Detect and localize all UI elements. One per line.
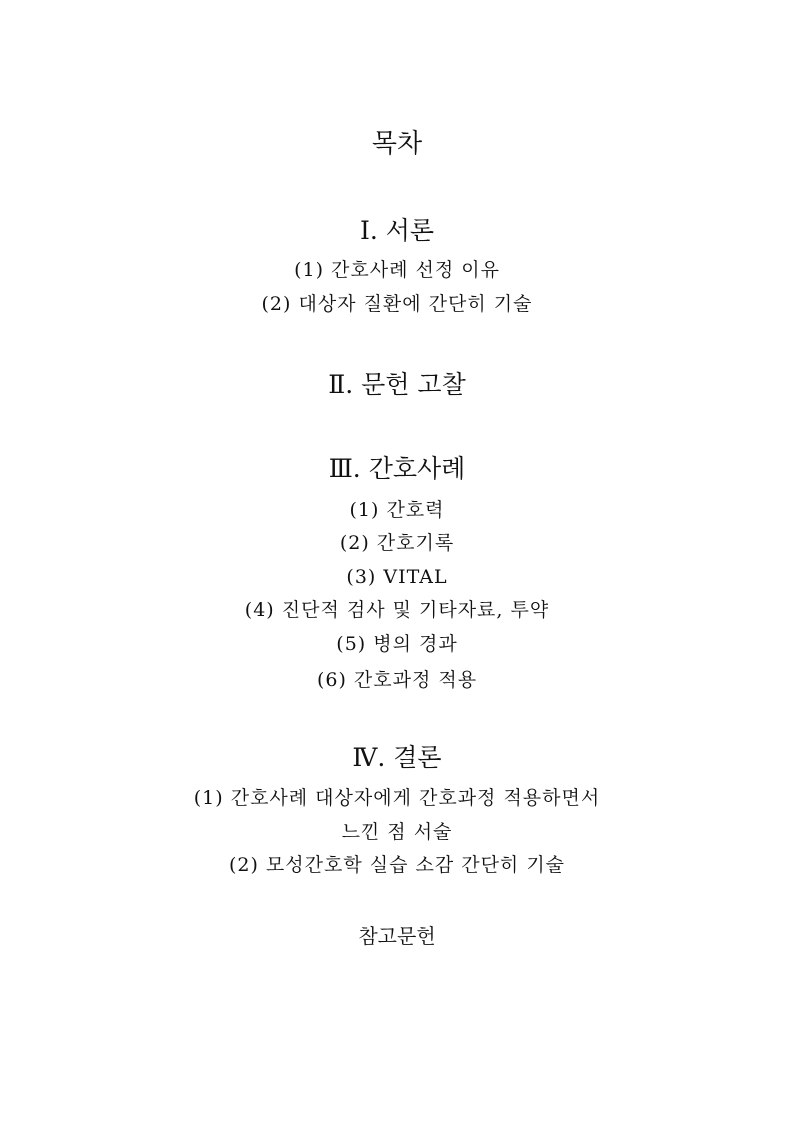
section-4-item-1: (1) 간호사례 대상자에게 간호과정 적용하면서 — [193, 787, 601, 809]
section-3-item-6: (6) 간호과정 적용 — [316, 669, 478, 691]
section-1-item-1: (1) 간호사례 선정 이유 — [294, 259, 500, 281]
references-heading: 참고문헌 — [358, 924, 436, 948]
section-3-item-3: (3) VITAL — [346, 566, 448, 588]
section-3-item-2: (2) 간호기록 — [339, 532, 455, 554]
section-3-item-4: (4) 진단적 검사 및 기타자료, 투약 — [244, 599, 550, 621]
section-1-item-2: (2) 대상자 질환에 간단히 기술 — [261, 293, 533, 315]
section-4-item-2: (2) 모성간호학 실습 소감 간단히 기술 — [228, 854, 566, 876]
section-4-item-1-continued: 느낀 점 서술 — [341, 821, 453, 843]
toc-title: 목차 — [371, 129, 423, 159]
section-3-item-1: (1) 간호력 — [349, 499, 445, 521]
section-2-heading: Ⅱ. 문헌 고찰 — [328, 370, 466, 399]
section-3-heading: Ⅲ. 간호사례 — [328, 454, 466, 483]
section-4-heading: Ⅳ. 결론 — [352, 743, 442, 772]
section-3-item-5: (5) 병의 경과 — [336, 633, 458, 655]
section-1-heading: Ⅰ. 서론 — [359, 216, 435, 245]
